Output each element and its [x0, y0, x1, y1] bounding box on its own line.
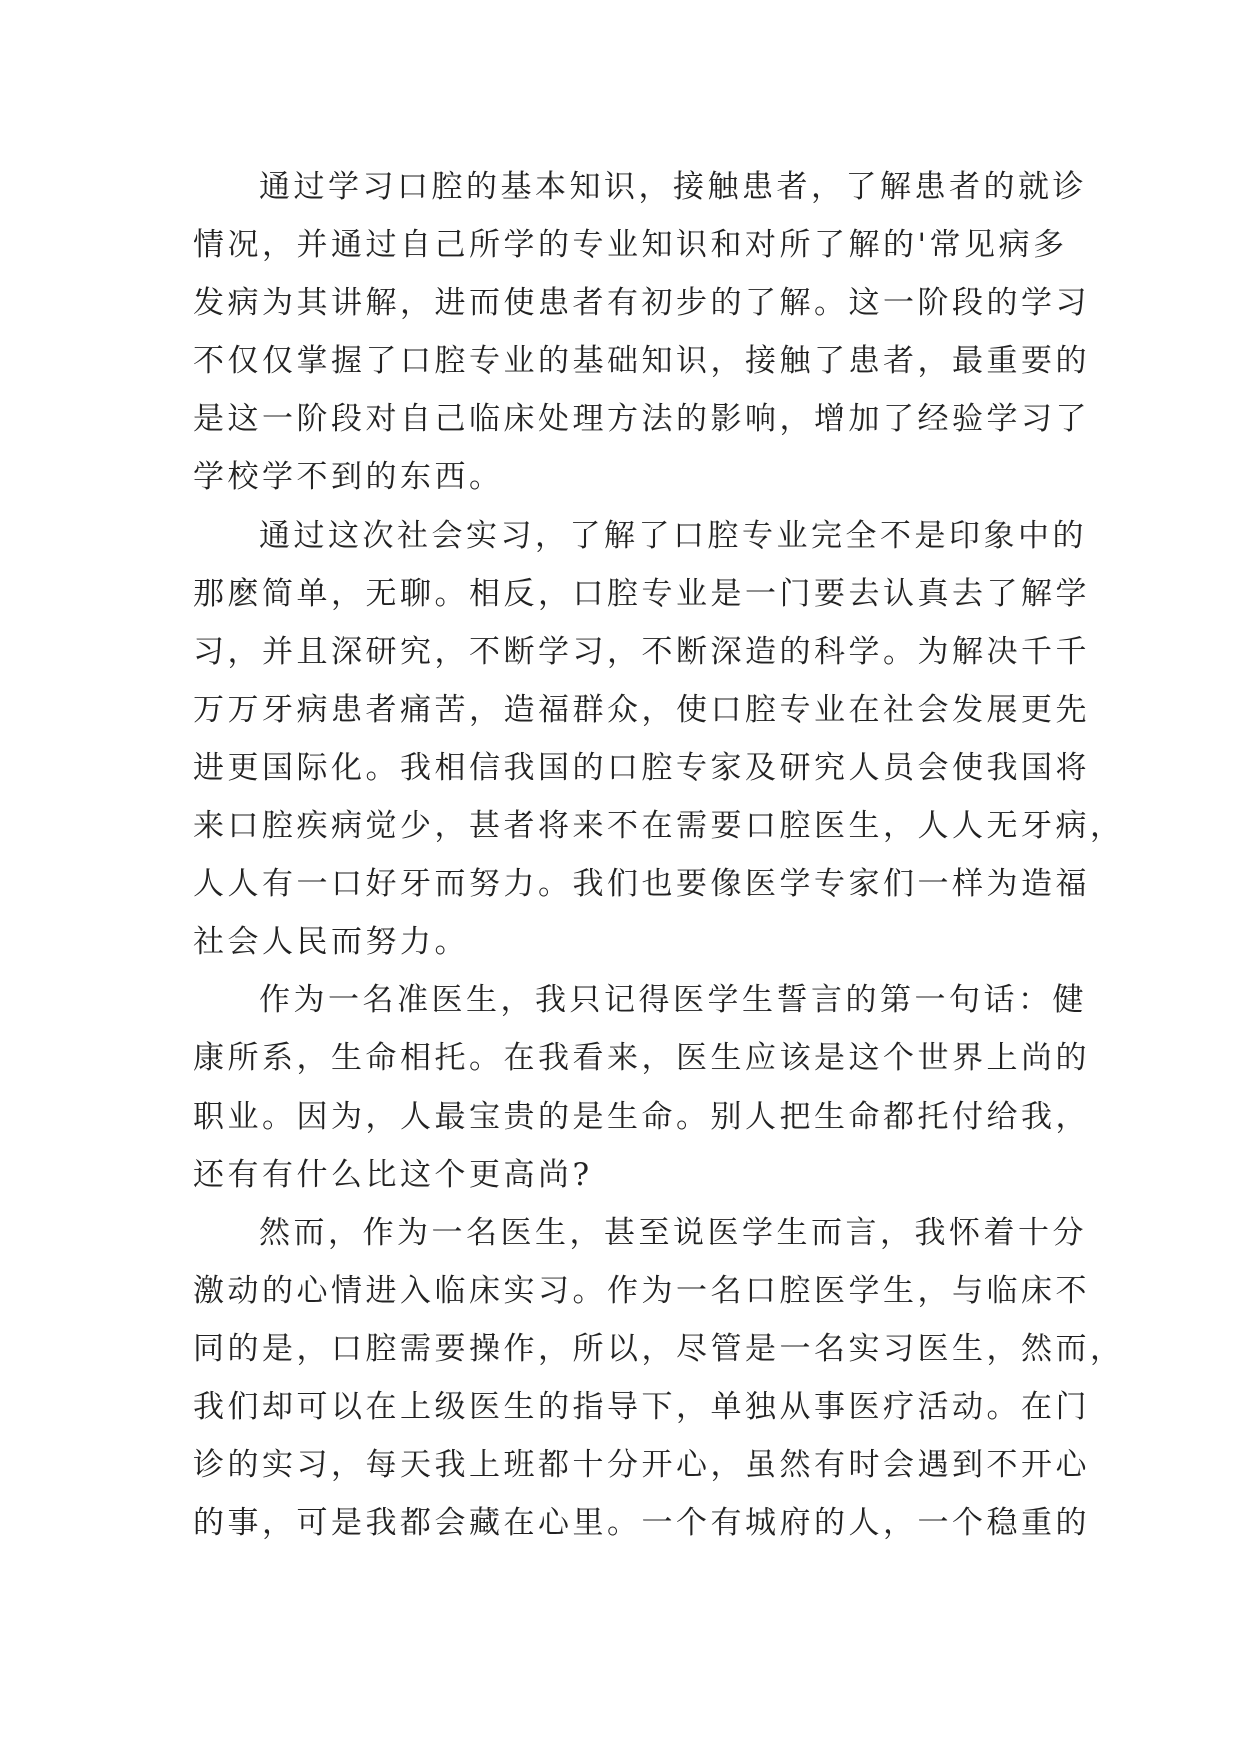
paragraph-2-line-4: 万万牙病患者痛苦，造福群众，使口腔专业在社会发展更先 [193, 691, 1090, 728]
paragraph-1-line-5: 是这一阶段对自己临床处理方法的影响，增加了经验学习了 [193, 401, 1090, 438]
paragraph-2-line-1: 通过这次社会实习，了解了口腔专业完全不是印象中的 [259, 517, 1087, 554]
paragraph-1-line-3: 发病为其讲解，进而使患者有初步的了解。这一阶段的学习 [193, 285, 1090, 322]
paragraph-4-line-6: 的事，可是我都会藏在心里。一个有城府的人，一个稳重的 [193, 1505, 1090, 1542]
paragraph-3-line-1: 作为一名准医生，我只记得医学生誓言的第一句话：健 [259, 982, 1087, 1019]
paragraph-4-line-3: 同的是，口腔需要操作，所以，尽管是一名实习医生，然而， [193, 1330, 1125, 1367]
paragraph-2-line-6: 来口腔疾病觉少，甚者将来不在需要口腔医生，人人无牙病， [193, 808, 1125, 845]
paragraph-4-line-4: 我们却可以在上级医生的指导下，单独从事医疗活动。在门 [193, 1388, 1090, 1425]
paragraph-2-line-8: 社会人民而努力。 [193, 924, 469, 961]
paragraph-4-line-1: 然而，作为一名医生，甚至说医学生而言，我怀着十分 [259, 1214, 1087, 1251]
paragraph-2-line-3: 习，并且深研究，不断学习，不断深造的科学。为解决千千 [193, 633, 1090, 670]
paragraph-1-line-6: 学校学不到的东西。 [193, 459, 504, 496]
paragraph-1-line-4: 不仅仅掌握了口腔专业的基础知识，接触了患者，最重要的 [193, 343, 1090, 380]
paragraph-2-line-2: 那麽简单，无聊。相反，口腔专业是一门要去认真去了解学 [193, 575, 1090, 612]
paragraph-3-line-2: 康所系，生命相托。在我看来，医生应该是这个世界上尚的 [193, 1040, 1090, 1077]
paragraph-3-line-4: 还有有什么比这个更高尚? [193, 1156, 593, 1193]
paragraph-2-line-7: 人人有一口好牙而努力。我们也要像医学专家们一样为造福 [193, 866, 1090, 903]
paragraph-1-line-2: 情况，并通过自己所学的专业知识和对所了解的'常见病多 [193, 227, 1068, 264]
paragraph-1-line-1: 通过学习口腔的基本知识，接触患者，了解患者的就诊 [259, 169, 1087, 205]
paragraph-4-line-5: 诊的实习，每天我上班都十分开心，虽然有时会遇到不开心 [193, 1447, 1090, 1484]
paragraph-2-line-5: 进更国际化。我相信我国的口腔专家及研究人员会使我国将 [193, 749, 1090, 786]
paragraph-3-line-3: 职业。因为，人最宝贵的是生命。别人把生命都托付给我， [193, 1098, 1090, 1135]
document-body [193, 158, 1125, 1552]
paragraph-4-line-2: 激动的心情进入临床实习。作为一名口腔医学生，与临床不 [193, 1272, 1090, 1309]
